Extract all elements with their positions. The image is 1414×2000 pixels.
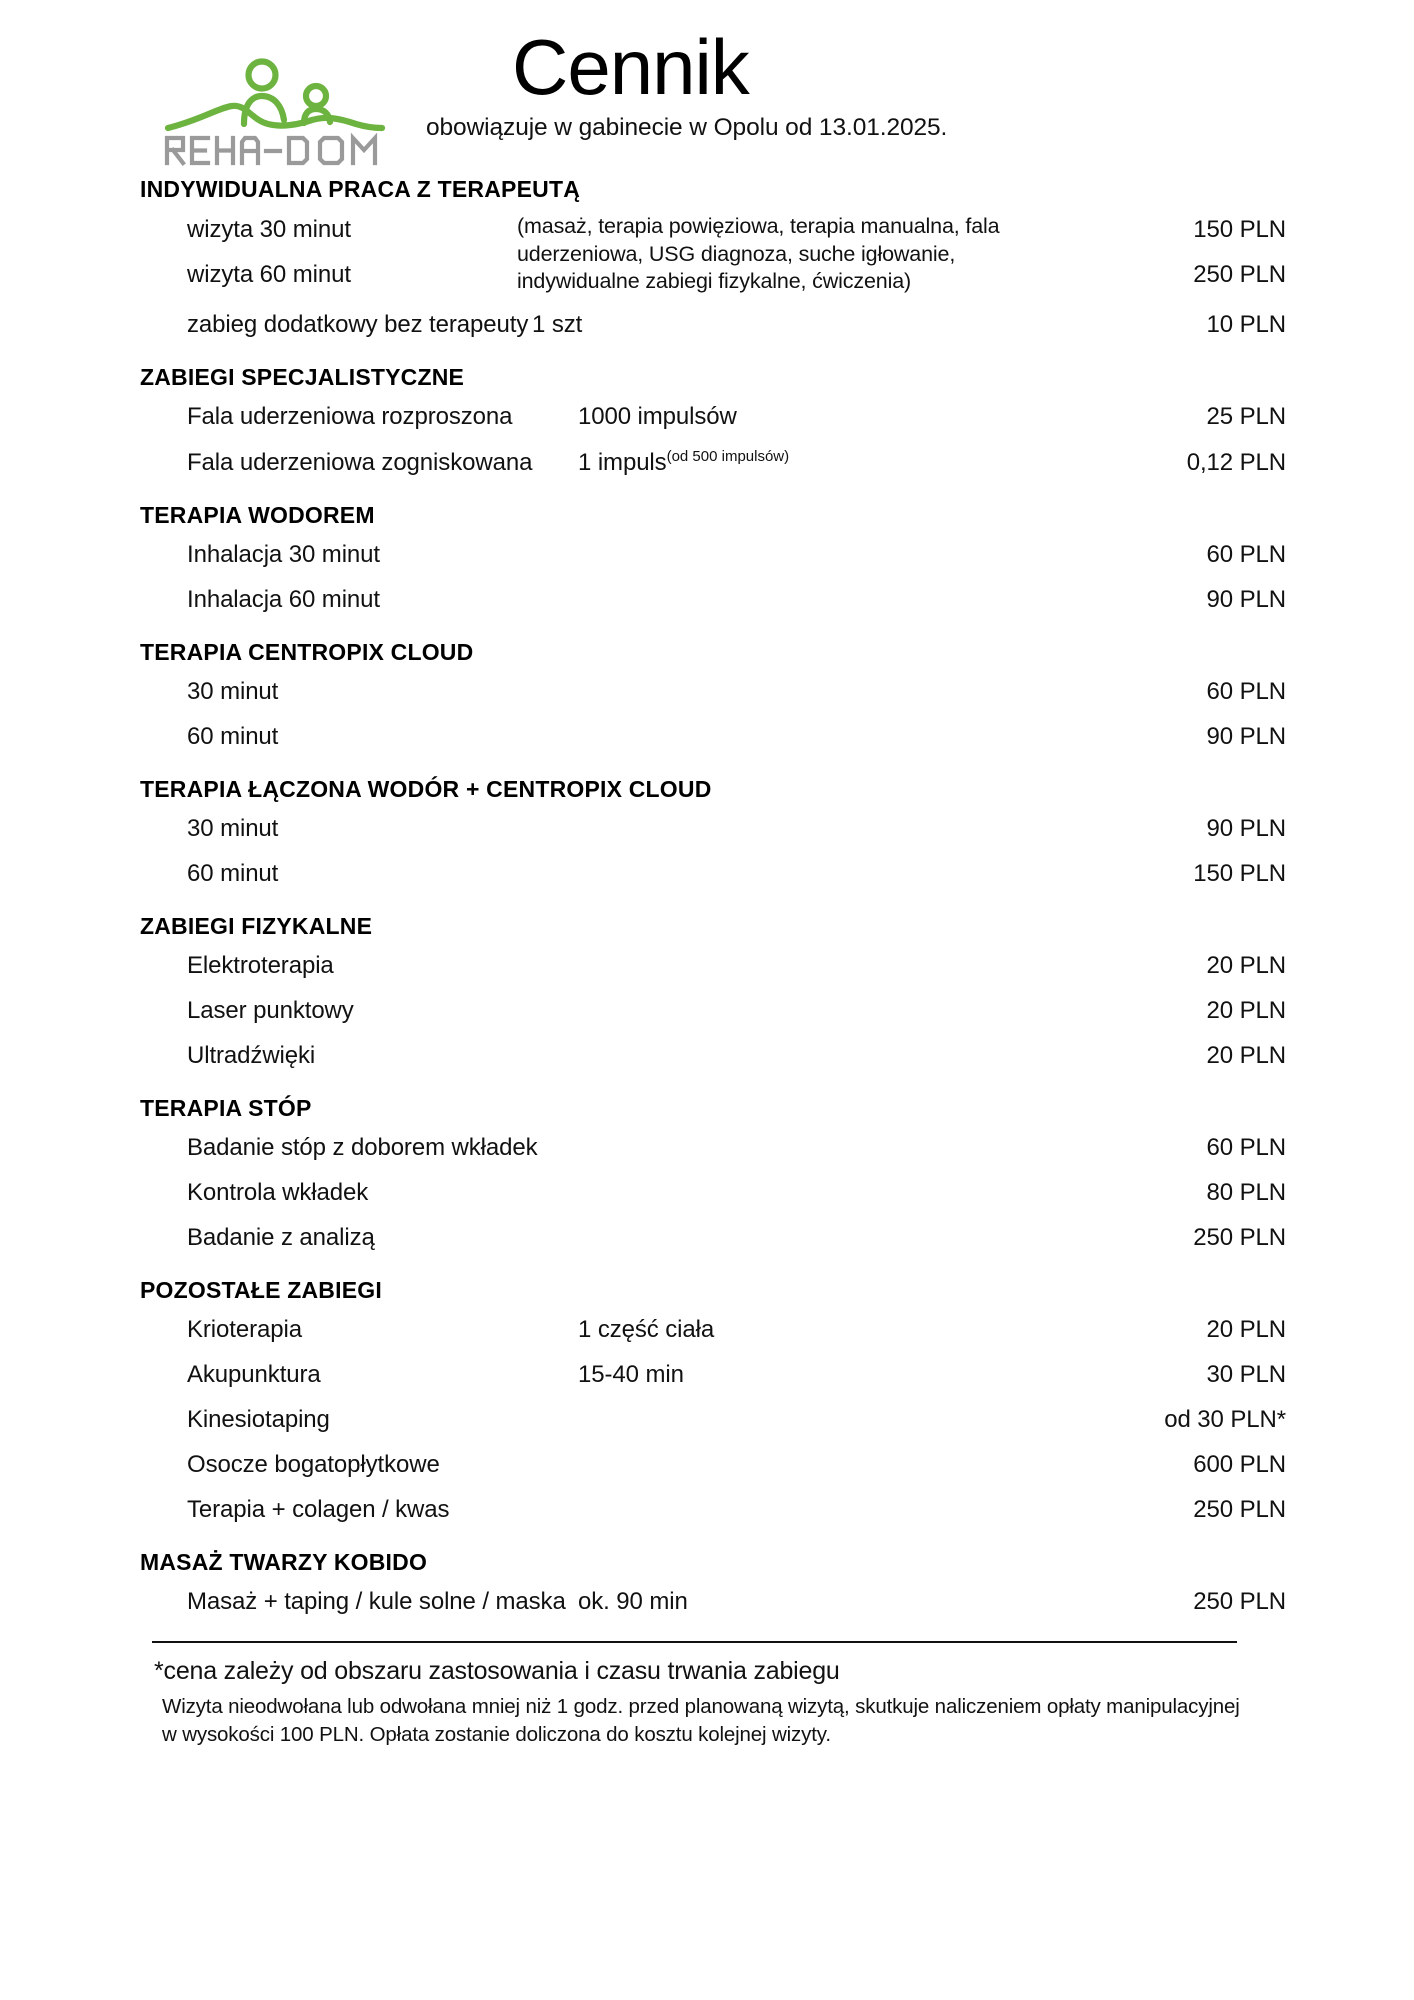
brand-logo (140, 28, 410, 166)
row-name: Laser punktowy (187, 997, 354, 1024)
table-row (140, 1034, 1286, 1079)
row-name: wizyta 30 minut (187, 215, 351, 243)
row-price: 150 PLN (1193, 215, 1286, 243)
reha-dom-wordmark (161, 132, 389, 166)
section-rows (140, 395, 1286, 486)
section-description: (masaż, terapia powięziowa, terapia manualna, fala uderzeniowa, USG diagnoza, suche igłowanie, indywidualne zabiegi fizykalne, ćwiczenia) (517, 214, 1000, 294)
table-row (140, 944, 1286, 989)
row-name: wizyta 60 minut (187, 260, 351, 288)
table-row (140, 1398, 1286, 1443)
table-row (140, 715, 1286, 760)
row-name: Badanie z analizą (187, 1224, 375, 1251)
footer-divider (152, 1641, 1237, 1643)
table-row (140, 395, 1286, 440)
section-title: ZABIEGI SPECJALISTYCZNE (140, 363, 465, 390)
row-qty: ok. 90 min (578, 1588, 688, 1615)
table-row (140, 1443, 1286, 1488)
table-row (140, 440, 1286, 486)
row-name: 60 minut (187, 860, 279, 887)
row-name: Fala uderzeniowa zogniskowana (187, 449, 533, 476)
table-row (140, 578, 1286, 623)
row-name: Osocze bogatopłytkowe (187, 1451, 440, 1478)
section-terapia-stop (140, 1079, 1286, 1261)
row-qty-main: 1 impuls (578, 449, 667, 476)
section-rows (140, 207, 1286, 348)
section-title: POZOSTAŁE ZABIEGI (140, 1276, 382, 1303)
section-rows (140, 1308, 1286, 1533)
row-price: 20 PLN (1206, 1042, 1286, 1069)
row-name: 30 minut (187, 815, 279, 842)
row-price: 90 PLN (1206, 586, 1286, 613)
section-rows (140, 1126, 1286, 1261)
table-row (140, 807, 1286, 852)
footnote-price-note: *cena zależy od obszaru zastosowania i czasu trwania zabiegu (154, 1656, 840, 1685)
row-price: 30 PLN (1206, 1361, 1286, 1388)
table-row (140, 1126, 1286, 1171)
row-price: 250 PLN (1193, 1224, 1286, 1251)
section-rows (140, 533, 1286, 623)
row-qty: 15-40 min (578, 1361, 684, 1388)
table-row (140, 1488, 1286, 1533)
row-price: 90 PLN (1206, 815, 1286, 842)
section-title: TERAPIA ŁĄCZONA WODÓR + CENTROPIX CLOUD (140, 775, 712, 802)
section-zabiegi-fizykalne (140, 897, 1286, 1079)
section-title: TERAPIA STÓP (140, 1094, 312, 1121)
row-name: Masaż + taping / kule solne / maska (187, 1588, 566, 1615)
section-masaz-twarzy-kobido (140, 1533, 1286, 1625)
row-qty (578, 448, 1096, 477)
row-name: Kontrola wkładek (187, 1179, 369, 1206)
row-price: 250 PLN (1193, 1588, 1286, 1615)
row-price: 60 PLN (1206, 541, 1286, 568)
table-row (140, 1171, 1286, 1216)
page-title: Cennik (512, 23, 749, 111)
row-price: 60 PLN (1206, 1134, 1286, 1161)
section-title: ZABIEGI FIZYKALNE (140, 912, 373, 939)
table-row (140, 533, 1286, 578)
row-name: Krioterapia (187, 1316, 302, 1343)
section-rows (140, 670, 1286, 760)
table-row (140, 1580, 1286, 1625)
section-terapia-laczona (140, 760, 1286, 897)
section-rows (140, 807, 1286, 897)
row-name: Kinesiotaping (187, 1406, 330, 1433)
row-name: 60 minut (187, 723, 279, 750)
section-terapia-centropix-cloud (140, 623, 1286, 760)
row-name: Terapia + colagen / kwas (187, 1496, 450, 1523)
section-terapia-wodorem (140, 486, 1286, 623)
section-rows (140, 1580, 1286, 1625)
price-table (0, 160, 1414, 1625)
row-price: 10 PLN (1206, 311, 1286, 338)
section-title: TERAPIA WODOREM (140, 501, 375, 528)
table-row (140, 1353, 1286, 1398)
section-rows (140, 944, 1286, 1079)
row-qty: 1 szt (532, 311, 583, 338)
row-qty: 1 część ciała (578, 1316, 715, 1343)
row-name: Fala uderzeniowa rozproszona (187, 403, 513, 430)
row-name: Elektroterapia (187, 952, 334, 979)
table-row (140, 852, 1286, 897)
row-price: 20 PLN (1206, 997, 1286, 1024)
reha-dom-figures-icon (160, 58, 390, 136)
table-row (140, 1216, 1286, 1261)
row-price: 90 PLN (1206, 723, 1286, 750)
row-price: 20 PLN (1206, 952, 1286, 979)
section-title: MASAŻ TWARZY KOBIDO (140, 1548, 428, 1575)
row-price: 600 PLN (1193, 1451, 1286, 1478)
row-qty: 1000 impulsów (578, 403, 737, 430)
row-qty-superscript: (od 500 impulsów) (666, 448, 790, 465)
row-price: 60 PLN (1206, 678, 1286, 705)
row-name: Badanie stóp z doborem wkładek (187, 1134, 538, 1161)
table-row (140, 297, 1286, 348)
title-block (410, 23, 1414, 142)
row-price: od 30 PLN* (1164, 1406, 1286, 1433)
row-price: 80 PLN (1206, 1179, 1286, 1206)
section-zabiegi-specjalistyczne (140, 348, 1286, 486)
document-header (0, 0, 1414, 160)
row-name: Ultradźwięki (187, 1042, 316, 1069)
row-name: zabieg dodatkowy bez terapeuty (187, 311, 529, 338)
document-footer (0, 1641, 1414, 1750)
row-price: 250 PLN (1193, 1496, 1286, 1523)
section-title: TERAPIA CENTROPIX CLOUD (140, 638, 474, 665)
row-name: Akupunktura (187, 1361, 321, 1388)
table-row (140, 252, 1286, 297)
section-title: INDYWIDUALNA PRACA Z TERAPEUTĄ (140, 176, 581, 202)
table-row (140, 670, 1286, 715)
row-name: 30 minut (187, 678, 279, 705)
section-indywidualna-praca (140, 160, 1286, 348)
table-row (140, 989, 1286, 1034)
section-pozostale-zabiegi (140, 1261, 1286, 1533)
row-price: 150 PLN (1193, 860, 1286, 887)
footnote-cancellation-policy: Wizyta nieodwołana lub odwołana mniej niż 1 godz. przed planowaną wizytą, skutkuje naliczeniem opłaty manipulacyjnej w wysokości 100 PLN. Opłata zostanie doliczona do kosztu kolejnej wizyty. (162, 1694, 1240, 1746)
row-name: Inhalacja 30 minut (187, 541, 380, 568)
row-price: 0,12 PLN (1186, 449, 1286, 476)
row-price: 25 PLN (1206, 403, 1286, 430)
row-price: 20 PLN (1206, 1316, 1286, 1343)
page-subtitle: obowiązuje w gabinecie w Opolu od 13.01.2025. (426, 113, 948, 141)
table-row (140, 1308, 1286, 1353)
table-row (140, 207, 1286, 252)
row-name: Inhalacja 60 minut (187, 586, 380, 613)
row-price: 250 PLN (1193, 260, 1286, 288)
